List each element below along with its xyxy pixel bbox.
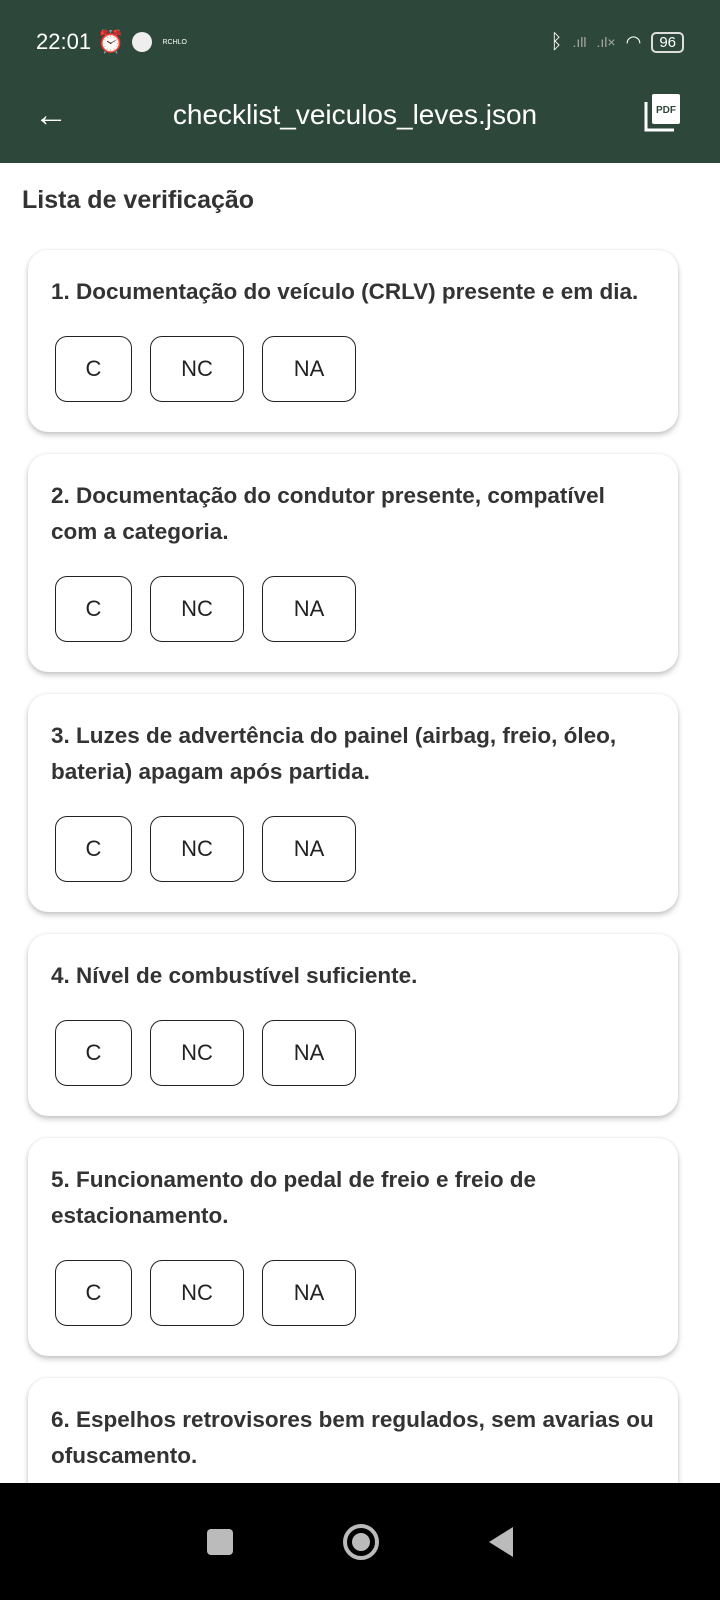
option-nc-button[interactable]: NC [150,816,244,882]
battery-icon: 96 [651,32,684,53]
notification-icon [132,32,152,52]
signal-no-service-icon: .ıl× [596,34,616,50]
question-text: 4. Nível de combustível suficiente. [51,963,418,988]
back-icon[interactable] [489,1527,513,1557]
checklist-item [28,934,678,1116]
section-heading: Lista de verificação [22,186,255,214]
question-text: 3. Luzes de advertência do painel (airbag, freio, óleo, bateria) apagam após partida. [51,723,617,784]
option-nc-button[interactable]: NC [150,1260,244,1326]
question-text: 1. Documentação do veículo (CRLV) presente e em dia. [51,279,639,304]
home-icon[interactable] [343,1524,379,1560]
option-nc-button[interactable]: NC [150,336,244,402]
answer-options [51,576,656,642]
answer-options [51,816,656,882]
signal-icon: .ıll [572,34,587,50]
option-c-button[interactable]: C [55,1260,132,1326]
answer-options [51,336,656,402]
option-na-button[interactable]: NA [262,1020,356,1086]
option-na-button[interactable]: NA [262,816,356,882]
option-nc-button[interactable]: NC [150,1020,244,1086]
pdf-export-icon[interactable] [644,94,680,132]
recents-icon[interactable] [207,1529,233,1555]
checklist-item [28,694,678,912]
answer-options [51,1020,656,1086]
navigation-bar [0,1483,720,1600]
wifi-icon: ◠ [625,31,642,52]
question-text: 6. Espelhos retrovisores bem regulados, sem avarias ou ofuscamento. [51,1407,654,1468]
back-arrow-icon[interactable]: ← [34,95,68,134]
status-bar [36,22,684,62]
option-nc-button[interactable]: NC [150,576,244,642]
header [0,0,720,163]
question-text: 2. Documentação do condutor presente, compatível com a categoria. [51,483,605,544]
option-c-button[interactable]: C [55,576,132,642]
option-c-button[interactable]: C [55,816,132,882]
option-na-button[interactable]: NA [262,336,356,402]
alarm-icon: ⏰ [97,29,125,54]
svg-text:PDF: PDF [656,105,676,116]
bluetooth-icon: ᛒ [550,30,563,53]
checklist-item [28,250,678,432]
page-title: checklist_veiculos_leves.json [172,99,538,130]
answer-options [51,1260,656,1326]
question-text: 5. Funcionamento do pedal de freio e freio de estacionamento. [51,1167,537,1228]
option-c-button[interactable]: C [55,1020,132,1086]
checklist-item [28,454,678,672]
option-na-button[interactable]: NA [262,1260,356,1326]
clock: 22:01 [36,29,92,54]
option-c-button[interactable]: C [55,336,132,402]
checklist[interactable] [28,250,678,1483]
option-na-button[interactable]: NA [262,576,356,642]
checklist-item [28,1138,678,1356]
carrier-label: RCHLO [162,38,187,46]
